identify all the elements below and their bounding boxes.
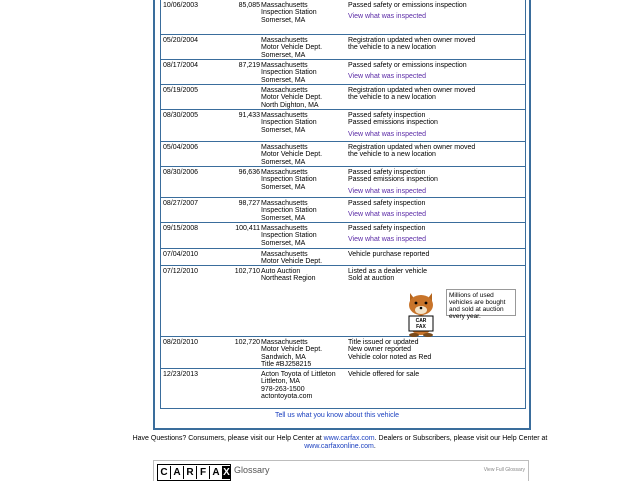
logo-letter: F [197, 466, 210, 479]
source-line: 978-263-1500 [261, 385, 305, 393]
detail-line: the vehicle to a new location [348, 44, 436, 52]
detail-line: Passed safety inspection [348, 112, 426, 119]
record-details [348, 37, 475, 52]
source-line: Littleton, MA [261, 378, 300, 386]
logo-letter: C [158, 466, 171, 479]
fox-sign-top: CAR [415, 318, 427, 324]
table-row [161, 60, 525, 85]
source-line: Title #BJ258215 [261, 360, 312, 368]
source-line: Inspection Station [261, 207, 317, 215]
record-source [261, 2, 317, 24]
record-details [348, 112, 438, 138]
glossary-title: Glossary [234, 465, 270, 475]
detail-line: Vehicle purchase reported [348, 251, 430, 258]
record-odometer: 102,710 [234, 268, 260, 275]
record-source [261, 87, 322, 109]
record-source [261, 144, 322, 166]
carfaxonline-link[interactable]: www.carfaxonline.com [304, 443, 374, 450]
source-line: Inspection Station [261, 69, 317, 77]
source-line: Somerset, MA [261, 126, 306, 134]
record-details [348, 251, 429, 258]
table-row [161, 369, 525, 407]
detail-line: Registration updated when owner moved [348, 37, 476, 44]
detail-line: Vehicle color noted as Red [348, 353, 432, 361]
detail-line: Passed safety or emissions inspection [348, 2, 467, 9]
help-center-text [130, 435, 550, 451]
table-row [161, 110, 525, 142]
source-line: Massachusetts [261, 62, 308, 69]
carfax-logo [157, 464, 231, 481]
table-row [161, 142, 525, 167]
record-odometer: 85,085 [238, 2, 260, 9]
table-row [161, 337, 525, 369]
source-line: Massachusetts [261, 225, 308, 232]
detail-line: Title issued or updated [348, 339, 419, 346]
view-inspection-link[interactable]: View what was inspected [348, 187, 427, 195]
record-date: 08/20/2010 [163, 339, 199, 346]
view-inspection-link[interactable]: View what was inspected [348, 211, 427, 219]
view-inspection-link[interactable]: View what was inspected [348, 236, 427, 244]
carfax-link[interactable]: www.carfax.com [323, 435, 375, 442]
record-date: 05/19/2005 [163, 87, 199, 94]
record-date: 10/06/2003 [163, 2, 199, 9]
record-details [348, 339, 431, 361]
view-inspection-link[interactable]: View what was inspected [348, 73, 427, 81]
record-odometer: 96,636 [238, 169, 260, 176]
detail-line: the vehicle to a new location [348, 151, 436, 159]
record-details [348, 87, 475, 102]
record-source [261, 112, 317, 134]
detail-line: Passed emissions inspection [348, 176, 438, 184]
source-line: Auto Auction [261, 268, 301, 275]
source-line: Massachusetts [261, 169, 308, 176]
table-row [161, 223, 525, 249]
source-line: Massachusetts [261, 251, 308, 258]
detail-line: Passed safety inspection [348, 225, 426, 232]
detail-line: Vehicle offered for sale [348, 371, 420, 378]
table-row [161, 249, 525, 266]
record-source [261, 169, 317, 191]
source-line: Somerset, MA [261, 183, 306, 191]
view-inspection-link[interactable]: View what was inspected [348, 13, 427, 21]
source-line: Massachusetts [261, 112, 308, 119]
carfox-mascot-icon [400, 287, 444, 337]
source-line: Motor Vehicle Dept. [261, 94, 323, 102]
source-line: Sandwich, MA [261, 353, 306, 361]
record-details [348, 2, 467, 21]
logo-letter-x: X [223, 467, 230, 478]
source-line: Somerset, MA [261, 239, 306, 247]
source-line: Northeast Region [261, 275, 316, 283]
detail-line: Registration updated when owner moved [348, 144, 476, 151]
tell-us-link[interactable]: Tell us what you know about this vehicle [274, 412, 400, 419]
source-line: Inspection Station [261, 176, 317, 184]
record-source [261, 200, 317, 222]
source-line: actontoyota.com [261, 392, 313, 400]
source-line: Inspection Station [261, 232, 317, 240]
record-source [261, 268, 315, 283]
record-details [348, 169, 438, 195]
record-source [261, 62, 317, 84]
record-details [348, 200, 426, 219]
logo-letter: A [210, 466, 223, 479]
detail-line: Passed safety or emissions inspection [348, 62, 467, 69]
record-date: 05/04/2006 [163, 144, 199, 151]
record-odometer: 102,720 [234, 339, 260, 346]
view-full-glossary-link[interactable]: View Full Glossary [483, 467, 525, 473]
source-line: Massachusetts [261, 2, 308, 9]
help-text-2: . Dealers or Subscribers, please visit our Help Center at [374, 435, 548, 442]
record-details [348, 225, 426, 244]
detail-line: Listed as a dealer vehicle [348, 268, 427, 275]
source-line: Motor Vehicle Dept. [261, 44, 323, 52]
logo-letter: A [171, 466, 184, 479]
record-source [261, 371, 336, 400]
source-line: Acton Toyota of Littleton [261, 371, 336, 378]
source-line: Massachusetts [261, 200, 308, 207]
source-line: Motor Vehicle Dept. [261, 151, 323, 159]
record-date: 05/20/2004 [163, 37, 199, 44]
record-date: 07/04/2010 [163, 251, 199, 258]
help-text-1: Have Questions? Consumers, please visit our Help Center at [132, 435, 324, 442]
source-line: Somerset, MA [261, 214, 306, 222]
vehicle-history-panel [153, 0, 531, 430]
record-date: 07/12/2010 [163, 268, 199, 275]
record-odometer: 91,433 [238, 112, 260, 119]
detail-line: New owner reported [348, 346, 412, 354]
logo-letter: R [184, 466, 197, 479]
source-line: Inspection Station [261, 9, 317, 17]
fox-sign-bottom: FAX [416, 324, 426, 330]
source-line: Somerset, MA [261, 51, 306, 59]
record-date: 09/15/2008 [163, 225, 199, 232]
record-details [348, 62, 467, 81]
record-details [348, 371, 419, 378]
record-date: 08/27/2007 [163, 200, 199, 207]
history-table [160, 0, 526, 409]
detail-line: Passed safety inspection [348, 200, 426, 207]
record-date: 12/23/2013 [163, 371, 199, 378]
view-inspection-link[interactable]: View what was inspected [348, 130, 427, 138]
record-details [348, 268, 427, 283]
table-row [161, 198, 525, 223]
record-source [261, 339, 322, 368]
source-line: Inspection Station [261, 119, 317, 127]
glossary-header [153, 460, 529, 481]
fox-speech-bubble: Millions of used vehicles are bought and sold at auction every year. [446, 289, 516, 316]
source-line: North Dighton, MA [261, 101, 319, 109]
detail-line: Registration updated when owner moved [348, 87, 476, 94]
source-line: Somerset, MA [261, 16, 306, 24]
detail-line: Passed safety inspection [348, 169, 426, 176]
source-line: Somerset, MA [261, 76, 306, 84]
detail-line: the vehicle to a new location [348, 94, 436, 102]
table-row [161, 35, 525, 60]
source-line: Massachusetts [261, 37, 308, 44]
record-details [348, 144, 475, 159]
source-line: Massachusetts [261, 339, 308, 346]
detail-line: Sold at auction [348, 275, 395, 283]
table-row [161, 0, 525, 35]
table-row [161, 167, 525, 198]
record-date: 08/30/2006 [163, 169, 199, 176]
source-line: Motor Vehicle Dept. [261, 258, 323, 266]
table-row [161, 85, 525, 110]
help-text-3: . [373, 443, 376, 450]
record-source [261, 225, 317, 247]
record-odometer: 100,411 [235, 225, 260, 232]
record-source [261, 37, 322, 59]
record-date: 08/30/2005 [163, 112, 199, 119]
record-date: 08/17/2004 [163, 62, 199, 69]
source-line: Somerset, MA [261, 158, 306, 166]
record-odometer: 87,219 [238, 62, 260, 69]
source-line: Massachusetts [261, 144, 308, 151]
source-line: Massachusetts [261, 87, 308, 94]
source-line: Motor Vehicle Dept. [261, 346, 323, 354]
record-odometer: 98,727 [238, 200, 260, 207]
detail-line: Passed emissions inspection [348, 119, 438, 127]
record-source [261, 251, 322, 266]
